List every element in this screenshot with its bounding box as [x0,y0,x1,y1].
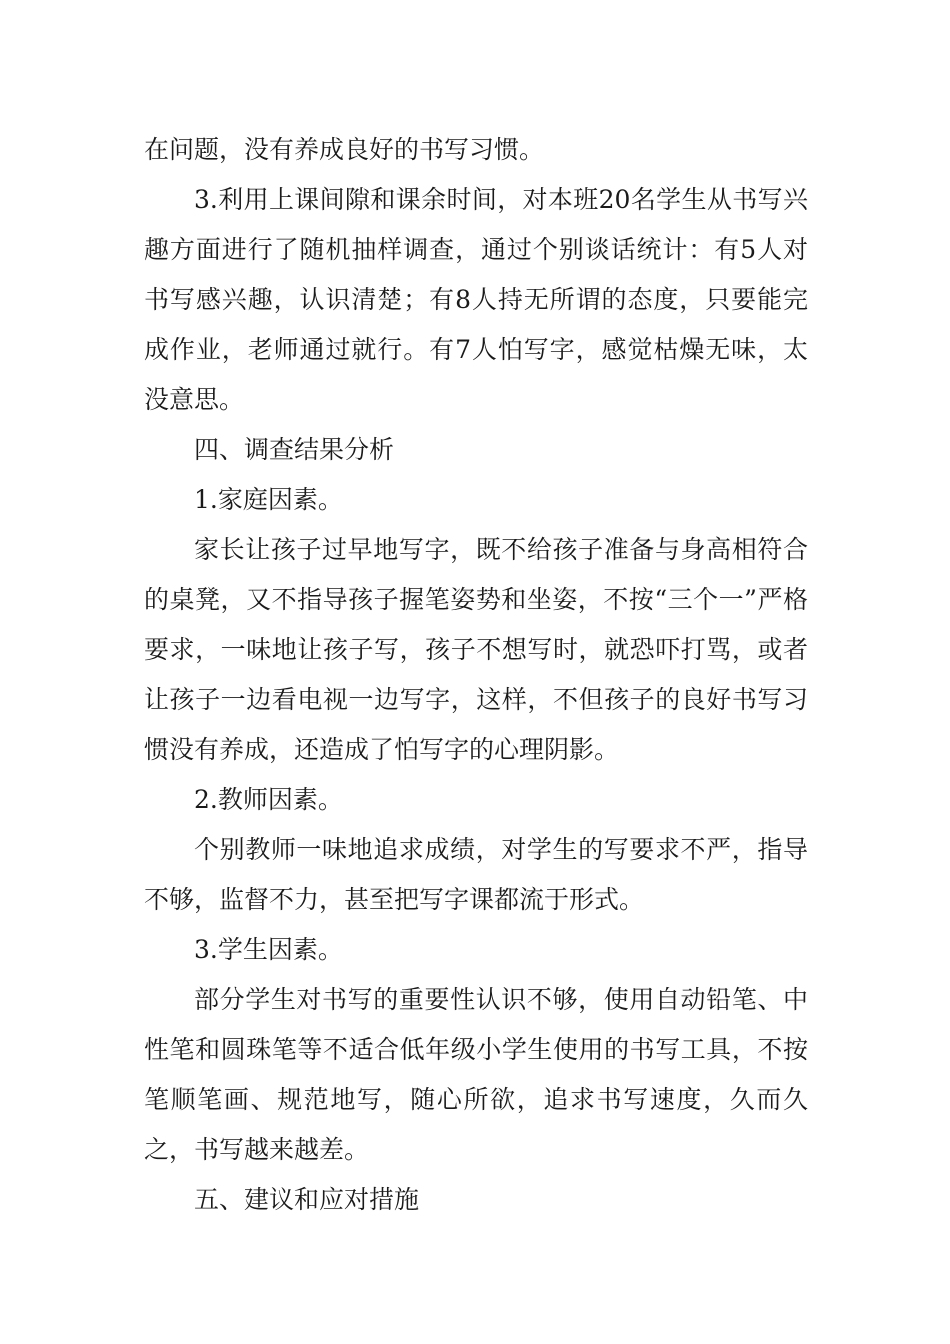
paragraph-teacher-factor: 个别教师一味地追求成绩，对学生的写要求不严，指导不够，监督不力，甚至把写字课都流于形式。 [144,835,808,914]
paragraph-student-factor: 部分学生对书写的重要性认识不够，使用自动铅笔、中性笔和圆珠笔等不适合低年级小学生使用的书写工具，不按笔顺笔画、规范地写，随心所欲，追求书写速度，久而久之，书写越来越差。 [144,985,808,1164]
paragraph-family-factor: 家长让孩子过早地写字，既不给孩子准备与身高相符合的桌凳，又不指导孩子握笔姿势和坐姿，不按“三个一”严格要求，一味地让孩子写，孩子不想写时，就恐吓打骂，或者让孩子一边看电视一边写字，这样，不但孩子的良好书写习惯没有养成，还造成了怕写字的心理阴影。 [144,535,808,764]
subheading-teacher-factor: 2.教师因素。 [194,785,343,814]
section-heading-suggestions: 五、建议和应对措施 [194,1185,420,1214]
section-heading-analysis: 四、调查结果分析 [194,435,395,464]
paragraph-survey-result: 3.利用上课间隙和课余时间，对本班20名学生从书写兴趣方面进行了随机抽样调查，通过个别谈话统计：有5人对书写感兴趣，认识清楚；有8人持无所谓的态度，只要能完成作业，老师通过就行。有7人怕写字，感觉枯燥无味，太没意思。 [144,185,808,414]
subheading-family-factor: 1.家庭因素。 [194,485,343,514]
document-body [144,125,808,1225]
subheading-student-factor: 3.学生因素。 [194,935,343,964]
paragraph-continuation: 在问题，没有养成良好的书写习惯。 [144,135,545,164]
